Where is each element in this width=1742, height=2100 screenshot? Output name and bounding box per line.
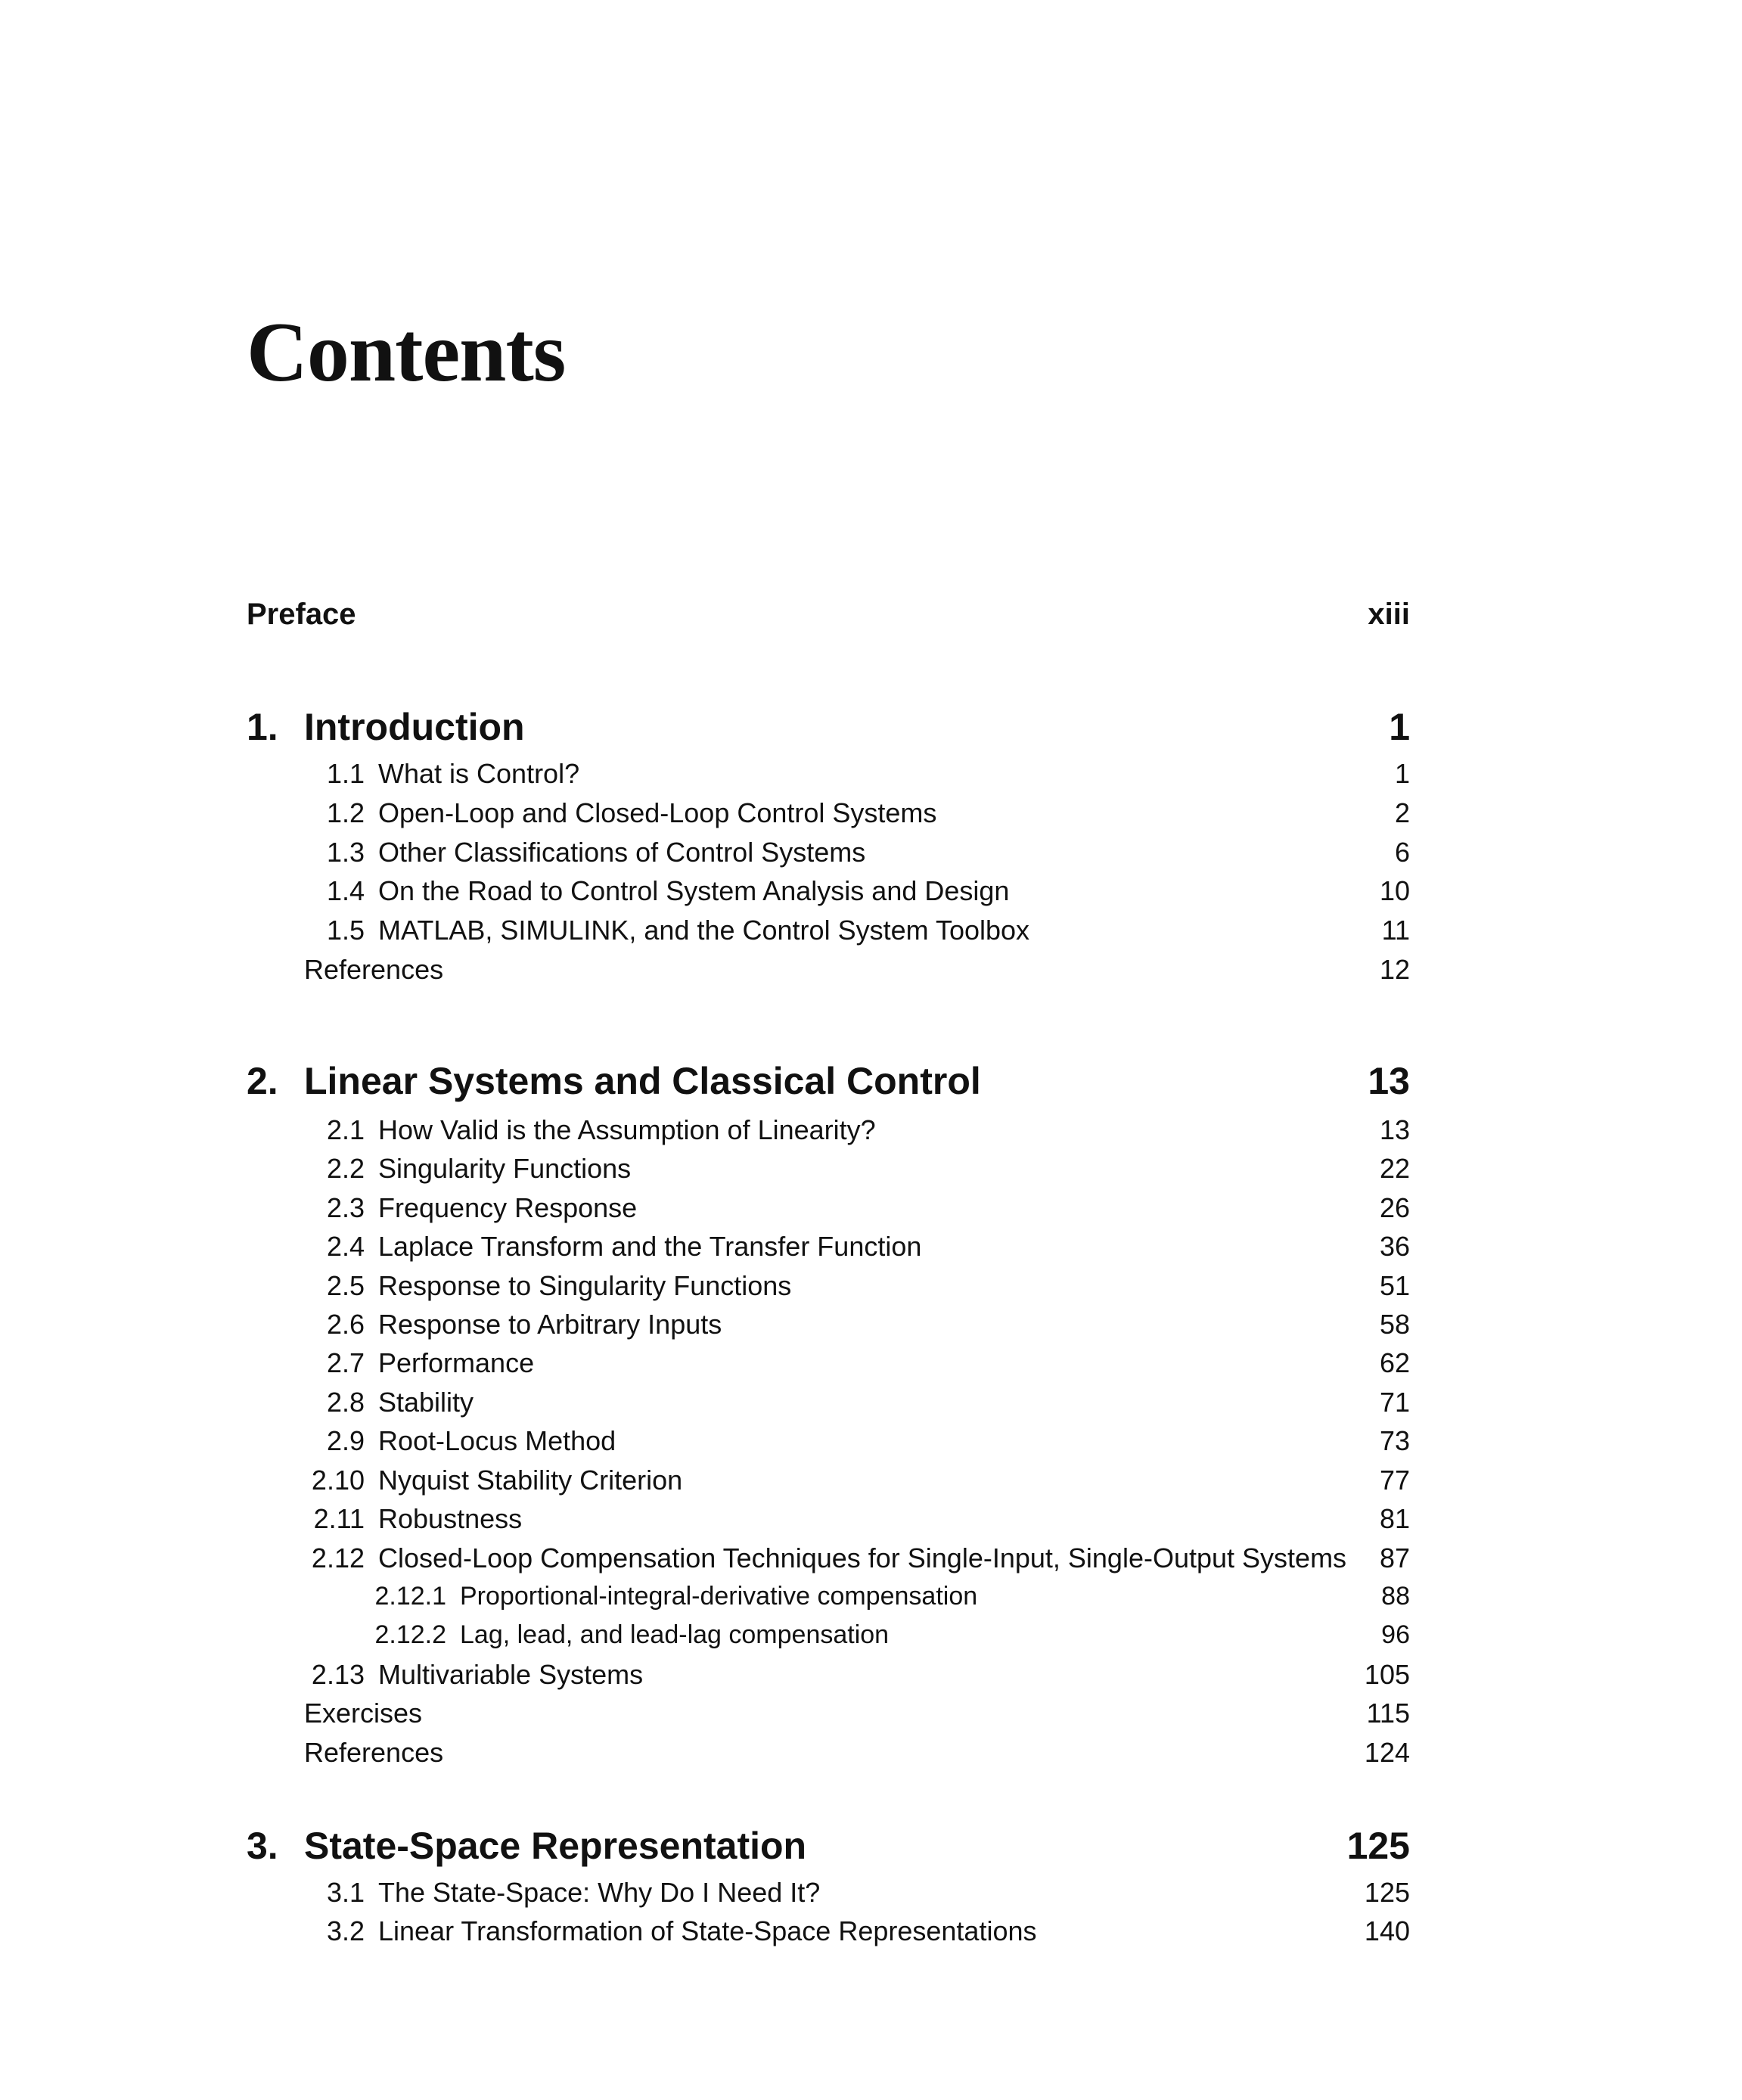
section-page: 77 <box>1379 1465 1410 1496</box>
section-page: 87 <box>1379 1542 1410 1573</box>
toc-entry-preface[interactable] <box>247 598 1410 632</box>
subsection-page: 96 <box>1381 1620 1410 1649</box>
section-number: 2.4 <box>326 1231 365 1262</box>
back-matter-title: Exercises <box>304 1698 423 1729</box>
section-page: 2 <box>1394 797 1410 828</box>
section-number: 2.9 <box>326 1425 365 1456</box>
section-page: 73 <box>1379 1425 1410 1456</box>
section-page: 11 <box>1381 915 1410 946</box>
section-number: 2.7 <box>326 1347 365 1378</box>
section-title: Linear Transformation of State-Space Representations <box>378 1915 1037 1946</box>
toc-entry-title: Preface <box>247 598 356 631</box>
section-page: 10 <box>1379 875 1410 906</box>
back-matter-title: References <box>304 954 444 985</box>
chapter-number: 3. <box>247 1825 278 1867</box>
chapter-page: 13 <box>1368 1060 1410 1102</box>
section-number: 2.6 <box>326 1309 365 1340</box>
section-number: 2.11 <box>313 1503 365 1534</box>
toc-chapter-3[interactable] <box>247 1824 1410 1868</box>
toc-entry-page: xiii <box>1368 598 1410 631</box>
section-page: 6 <box>1394 837 1410 868</box>
section-title: Performance <box>378 1347 535 1378</box>
section-number: 3.1 <box>326 1877 365 1908</box>
chapter-number: 1. <box>247 706 278 748</box>
chapter-title: Linear Systems and Classical Control <box>304 1060 981 1102</box>
subsection-number: 2.12.2 <box>374 1620 446 1649</box>
toc-section[interactable] <box>247 1425 1410 1457</box>
section-number: 1.3 <box>326 837 365 868</box>
toc-section[interactable] <box>247 758 1410 790</box>
subsection-page: 88 <box>1381 1582 1410 1611</box>
section-page: 22 <box>1379 1153 1410 1184</box>
toc-section[interactable] <box>247 1915 1410 1947</box>
section-page: 51 <box>1379 1270 1410 1301</box>
section-title: What is Control? <box>378 758 580 789</box>
toc-section[interactable] <box>247 1309 1410 1340</box>
section-title: Nyquist Stability Criterion <box>378 1465 683 1496</box>
section-title: MATLAB, SIMULINK, and the Control System Toolbox <box>378 915 1030 946</box>
section-page: 62 <box>1379 1347 1410 1378</box>
section-number: 2.8 <box>326 1387 365 1418</box>
chapter-page: 1 <box>1389 706 1410 748</box>
back-matter-page: 12 <box>1379 954 1410 985</box>
section-number: 2.1 <box>326 1114 365 1145</box>
section-page: 13 <box>1379 1114 1410 1145</box>
section-title: Response to Arbitrary Inputs <box>378 1309 722 1340</box>
toc-section[interactable] <box>247 875 1410 907</box>
back-matter-title: References <box>304 1737 444 1768</box>
back-matter-page: 124 <box>1364 1737 1410 1768</box>
section-title: Open-Loop and Closed-Loop Control Systems <box>378 797 937 828</box>
section-number: 1.5 <box>326 915 365 946</box>
toc-chapter-2[interactable] <box>247 1059 1410 1103</box>
section-number: 3.2 <box>326 1915 365 1946</box>
section-title: Root-Locus Method <box>378 1425 616 1456</box>
section-title: Response to Singularity Functions <box>378 1270 792 1301</box>
section-page: 36 <box>1379 1231 1410 1262</box>
section-title: Laplace Transform and the Transfer Function <box>378 1231 922 1262</box>
toc-section[interactable] <box>247 1114 1410 1146</box>
section-title: Robustness <box>378 1503 523 1534</box>
section-title: Singularity Functions <box>378 1153 632 1184</box>
toc-section[interactable] <box>247 1192 1410 1224</box>
section-title: On the Road to Control System Analysis and Design <box>378 875 1010 906</box>
section-title: Multivariable Systems <box>378 1659 644 1690</box>
subsection-title: Lag, lead, and lead-lag compensation <box>460 1620 890 1649</box>
section-title: Stability <box>378 1387 474 1418</box>
section-number: 1.2 <box>326 797 365 828</box>
section-page: 71 <box>1379 1387 1410 1418</box>
toc-section[interactable] <box>247 1231 1410 1263</box>
section-number: 2.2 <box>326 1153 365 1184</box>
back-matter-page: 115 <box>1366 1698 1410 1729</box>
toc-section[interactable] <box>247 1465 1410 1496</box>
toc-back-matter[interactable] <box>247 1698 1410 1729</box>
section-page: 140 <box>1364 1915 1410 1946</box>
toc-back-matter[interactable] <box>247 1737 1410 1769</box>
section-number: 2.3 <box>326 1192 365 1223</box>
toc-subsection[interactable] <box>247 1620 1410 1650</box>
section-title: The State-Space: Why Do I Need It? <box>378 1877 821 1908</box>
toc-section[interactable] <box>247 915 1410 946</box>
toc-section[interactable] <box>247 1270 1410 1302</box>
toc-section[interactable] <box>247 1347 1410 1379</box>
section-page: 1 <box>1394 758 1410 789</box>
toc-chapter-1[interactable] <box>247 705 1410 749</box>
chapter-title: Introduction <box>304 706 525 748</box>
toc-section[interactable] <box>247 1542 1410 1574</box>
section-page: 81 <box>1379 1503 1410 1534</box>
section-number: 1.1 <box>326 758 365 789</box>
toc-section[interactable] <box>247 1877 1410 1909</box>
section-page: 58 <box>1379 1309 1410 1340</box>
section-number: 2.12 <box>311 1542 365 1573</box>
section-number: 2.13 <box>311 1659 365 1690</box>
toc-section[interactable] <box>247 1387 1410 1418</box>
section-number: 1.4 <box>326 875 365 906</box>
toc-subsection[interactable] <box>247 1582 1410 1611</box>
section-title: Closed-Loop Compensation Techniques for Single-Input, Single-Output Systems <box>378 1542 1347 1573</box>
toc-section[interactable] <box>247 1153 1410 1185</box>
section-title: Frequency Response <box>378 1192 638 1223</box>
toc-section[interactable] <box>247 837 1410 868</box>
section-title: Other Classifications of Control Systems <box>378 837 866 868</box>
section-page: 105 <box>1364 1659 1410 1690</box>
page-title: Contents <box>247 306 566 399</box>
toc-back-matter[interactable] <box>247 954 1410 986</box>
chapter-page: 125 <box>1346 1825 1410 1867</box>
chapter-title: State-Space Representation <box>304 1825 807 1867</box>
section-page: 125 <box>1364 1877 1410 1908</box>
toc-section[interactable] <box>247 797 1410 829</box>
section-title: How Valid is the Assumption of Linearity? <box>378 1114 876 1145</box>
toc-section[interactable] <box>247 1659 1410 1691</box>
subsection-number: 2.12.1 <box>374 1582 446 1611</box>
chapter-number: 2. <box>247 1060 278 1102</box>
toc-section[interactable] <box>247 1503 1410 1535</box>
section-number: 2.5 <box>326 1270 365 1301</box>
section-number: 2.10 <box>311 1465 365 1496</box>
subsection-title: Proportional-integral-derivative compensation <box>460 1582 978 1611</box>
section-page: 26 <box>1379 1192 1410 1223</box>
